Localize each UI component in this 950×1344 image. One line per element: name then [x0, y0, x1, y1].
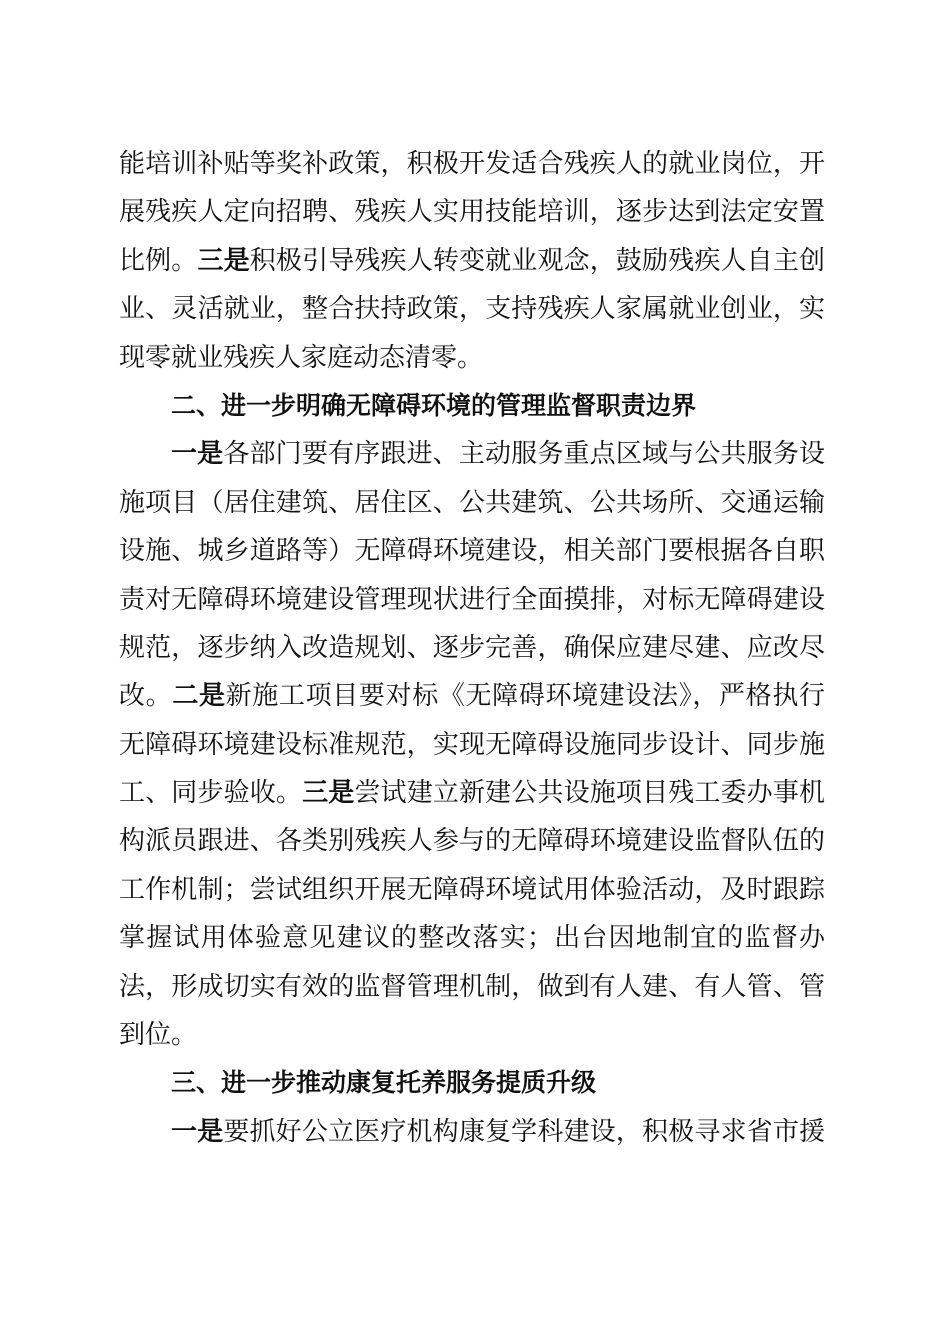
- text-line: 无障碍环境建设标准规范，实现无障碍设施同步设计、同步施: [119, 729, 825, 760]
- text-line: 掌握试用体验意见建议的整改落实；出台因地制宜的监督办: [119, 923, 825, 954]
- text-line: [119, 430, 825, 478]
- bold-marker: 一是: [171, 1116, 224, 1147]
- text-run: 工、同步验收。: [119, 778, 303, 809]
- text-run: 改。: [119, 681, 173, 712]
- document-body: [119, 140, 825, 1156]
- text-line: [119, 237, 825, 285]
- bold-marker: 三是: [197, 245, 250, 276]
- text-line: 规范，逐步纳入改造规划、逐步完善，确保应建尽建、应改尽: [119, 632, 825, 663]
- text-line: 现零就业残疾人家庭动态清零。: [119, 342, 484, 373]
- text-line: 施项目（居住建筑、居住区、公共建筑、公共场所、交通运输: [119, 487, 825, 518]
- text-line: [119, 1108, 825, 1156]
- text-line: 构派员跟进、各类别残疾人参与的无障碍环境建设监督队伍的: [119, 826, 825, 857]
- text-run: 积极引导残疾人转变就业观念，鼓励残疾人自主创: [249, 245, 825, 276]
- text-run: 尝试建立新建公共设施项目残工委办事机: [354, 778, 825, 809]
- text-line: [119, 769, 825, 817]
- text-line: 责对无障碍环境建设管理现状进行全面摸排，对标无障碍建设: [119, 584, 825, 615]
- bold-marker: 一是: [171, 439, 224, 470]
- text-run: 新施工项目要对标《无障碍环境建设法》，严格执行: [225, 681, 825, 712]
- text-line: 展残疾人定向招聘、残疾人实用技能培训，逐步达到法定安置: [119, 197, 825, 228]
- text-line: 业、灵活就业，整合扶持政策，支持残疾人家属就业创业，实: [119, 294, 825, 325]
- bold-marker: 三是: [302, 778, 355, 809]
- text-run: 各部门要有序跟进、主动服务重点区域与公共服务设: [223, 439, 825, 470]
- section-heading-3: 三、进一步推动康复托养服务提质升级: [171, 1068, 597, 1098]
- text-line: [119, 672, 825, 720]
- text-line: 到位。: [119, 1020, 198, 1051]
- section-heading-2: 二、进一步明确无障碍环境的管理监督职责边界: [171, 390, 697, 420]
- text-run: 要抓好公立医疗机构康复学科建设，积极寻求省市援: [223, 1116, 825, 1147]
- text-line: 法，形成切实有效的监督管理机制，做到有人建、有人管、管: [119, 971, 825, 1002]
- text-line: 设施、城乡道路等）无障碍环境建设，相关部门要根据各自职: [119, 536, 825, 567]
- text-run: 比例。: [119, 245, 198, 276]
- text-line: 工作机制；尝试组织开展无障碍环境试用体验活动，及时跟踪: [119, 874, 825, 905]
- bold-marker: 二是: [172, 681, 226, 712]
- text-line: 能培训补贴等奖补政策，积极开发适合残疾人的就业岗位，开: [119, 149, 825, 179]
